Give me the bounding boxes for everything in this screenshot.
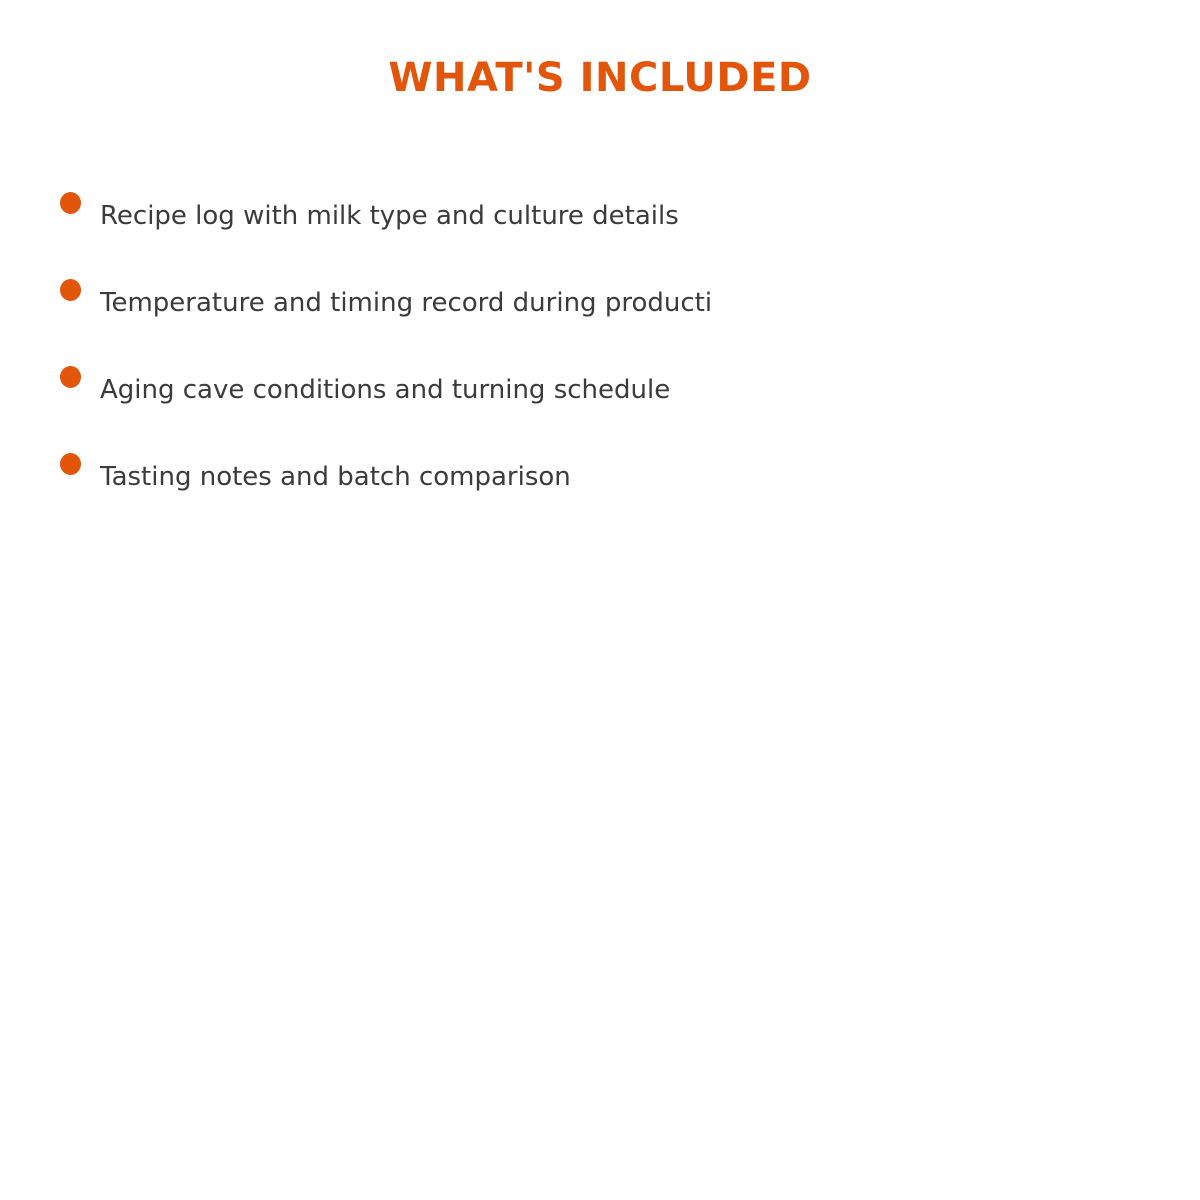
list-item (60, 366, 1200, 407)
section-title: WHAT'S INCLUDED (388, 55, 812, 101)
list-item (60, 453, 1200, 494)
whats-included-section (0, 54, 1200, 1200)
list-item-label: Tasting notes and batch comparison (100, 462, 571, 492)
bullet-dot-icon (60, 192, 81, 214)
included-items-list (0, 192, 1200, 494)
bullet-dot-icon (60, 366, 81, 388)
list-item-label: Aging cave conditions and turning schedule (100, 375, 671, 405)
bullet-dot-icon (60, 453, 81, 475)
list-item (60, 279, 1200, 320)
list-item (60, 192, 1200, 233)
list-item-label: Recipe log with milk type and culture details (100, 201, 679, 231)
bullet-dot-icon (60, 279, 81, 301)
list-item-label: Temperature and timing record during producti (100, 288, 713, 318)
